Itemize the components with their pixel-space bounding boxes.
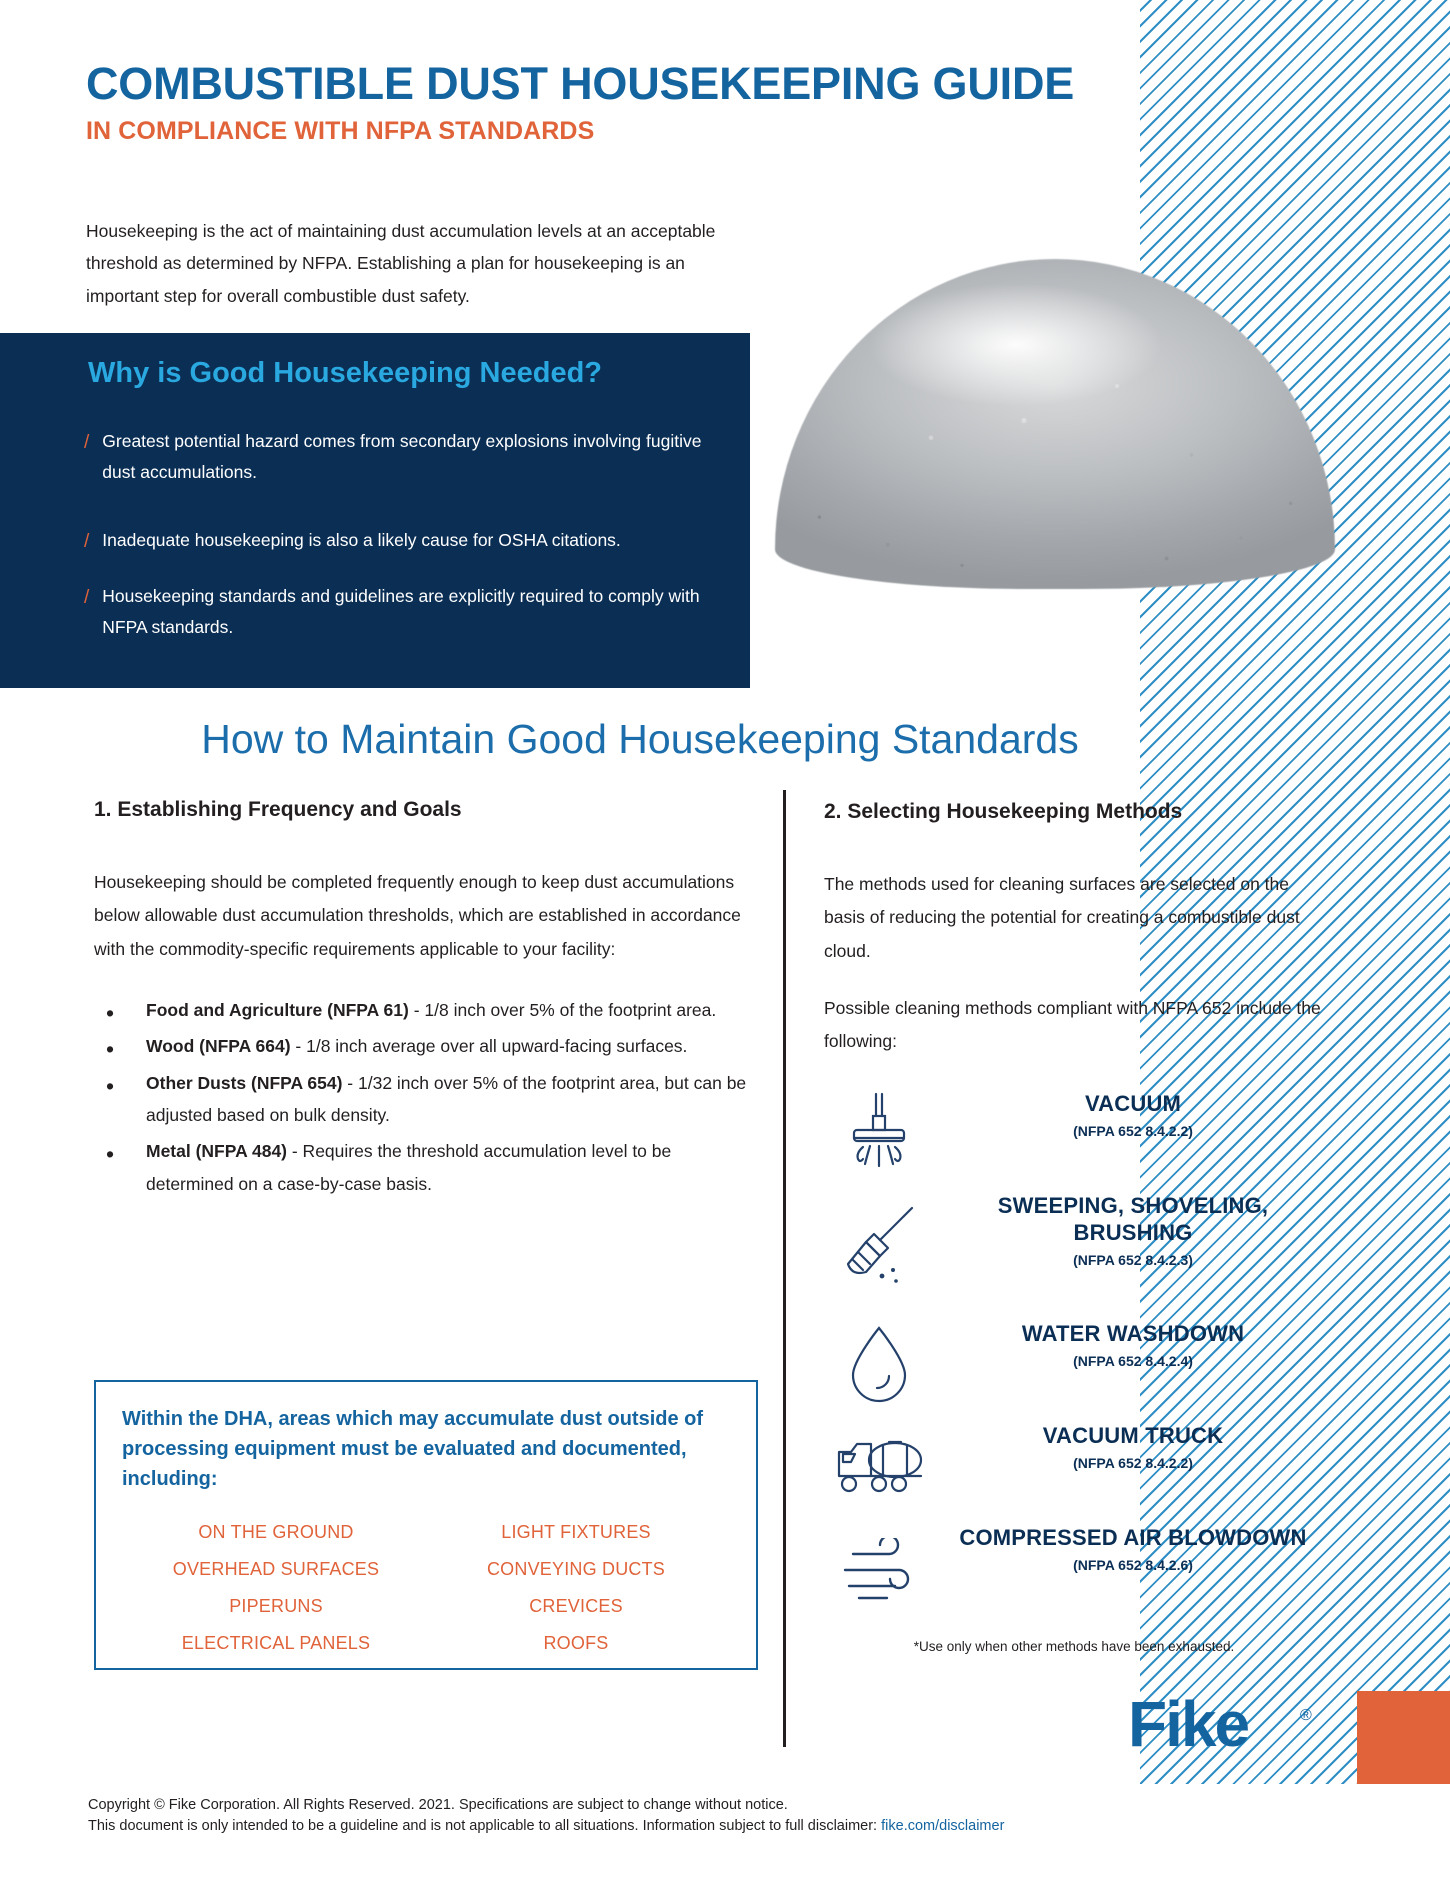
svg-text:Fike: Fike bbox=[1128, 1690, 1249, 1760]
method-code: (NFPA 652 8.4.2.6) bbox=[1073, 1556, 1193, 1573]
dha-area-item: PIPERUNS bbox=[229, 1596, 323, 1616]
method-name: VACUUM bbox=[1084, 1091, 1182, 1116]
air-blow-icon bbox=[824, 1519, 934, 1629]
commodity-threshold-list bbox=[94, 994, 754, 1200]
orange-accent-square bbox=[1357, 1691, 1450, 1784]
method-name: SWEEPING, SHOVELING, BRUSHING bbox=[997, 1193, 1269, 1245]
right-column-paragraph-2: Possible cleaning methods compliant with NFPA 652 include the following: bbox=[824, 997, 1321, 1051]
section-heading: How to Maintain Good Housekeeping Standards bbox=[201, 716, 1079, 762]
callout-list-item bbox=[84, 581, 704, 642]
method-row bbox=[824, 1085, 1324, 1181]
dha-areas-grid bbox=[126, 1522, 726, 1654]
method-name: COMPRESSED AIR BLOWDOWN bbox=[959, 1525, 1307, 1550]
commodity-standard-label: Metal (NFPA 484) bbox=[146, 1141, 287, 1162]
vacuum-head-icon bbox=[824, 1085, 934, 1181]
footer bbox=[88, 1795, 1268, 1837]
commodity-threshold-text: - Requires the threshold accumulation level to be determined on a case-by-case basis. bbox=[146, 1141, 672, 1194]
list-item bbox=[94, 1067, 754, 1132]
left-column-paragraph: Housekeeping should be completed frequently enough to keep dust accumulations below allowable dust accumulation thresholds, which are established in accordance with the commodity-specific requirements applicable to your facility: bbox=[94, 872, 741, 959]
intro-paragraph: Housekeeping is the act of maintaining dust accumulation levels at an acceptable threshold as determined by NFPA. Establishing a plan for housekeeping is an important step for overall combustible dust safety. bbox=[86, 221, 716, 306]
dha-area-item: OVERHEAD SURFACES bbox=[172, 1559, 380, 1579]
commodity-standard-label: Wood (NFPA 664) bbox=[146, 1036, 291, 1057]
dha-box-text: Within the DHA, areas which may accumulate dust outside of processing equipment must be evaluated and documented, including: bbox=[122, 1408, 704, 1490]
callout-title: Why is Good Housekeeping Needed? bbox=[88, 357, 603, 389]
callout-list-item bbox=[84, 525, 704, 558]
methods-footnote: *Use only when other methods have been exhausted. bbox=[913, 1639, 1235, 1654]
method-text bbox=[942, 1187, 1324, 1268]
method-code: (NFPA 652 8.4.2.4) bbox=[1073, 1352, 1193, 1369]
method-name: VACUUM TRUCK bbox=[1042, 1423, 1224, 1448]
slash-bullet-icon: / bbox=[84, 432, 90, 453]
dust-mound-shape bbox=[775, 259, 1335, 589]
page-title: COMBUSTIBLE DUST HOUSEKEEPING GUIDE bbox=[86, 58, 1075, 109]
method-text bbox=[942, 1417, 1324, 1471]
disclaimer-text: This document is only intended to be a guideline and is not applicable to all situations. Information subject to full disclaimer: bbox=[88, 1818, 882, 1835]
method-text bbox=[942, 1519, 1324, 1573]
commodity-threshold-text: - 1/32 inch over 5% of the footprint area, but can be adjusted based on bulk density. bbox=[146, 1072, 747, 1125]
fike-logo bbox=[1128, 1690, 1328, 1762]
method-text bbox=[942, 1085, 1324, 1139]
method-code: (NFPA 652 8.4.2.2) bbox=[1073, 1454, 1193, 1471]
method-row bbox=[824, 1519, 1324, 1629]
dha-evaluation-box bbox=[94, 1380, 758, 1670]
commodity-standard-label: Other Dusts (NFPA 654) bbox=[146, 1072, 343, 1093]
right-column bbox=[824, 800, 1324, 1082]
list-item bbox=[94, 1030, 754, 1062]
disclaimer-line bbox=[88, 1816, 1268, 1837]
cleaning-methods-list bbox=[824, 1085, 1324, 1654]
callout-list-item bbox=[84, 426, 704, 487]
dha-area-item: ROOFS bbox=[543, 1633, 609, 1653]
method-name: WATER WASHDOWN bbox=[1021, 1321, 1245, 1346]
column-divider bbox=[783, 790, 786, 1747]
dha-area-item: CREVICES bbox=[529, 1596, 623, 1616]
commodity-threshold-text: - 1/8 inch over 5% of the footprint area. bbox=[408, 999, 717, 1020]
vacuum-truck-icon bbox=[824, 1417, 934, 1513]
method-row bbox=[824, 1187, 1324, 1309]
callout-item-text: Greatest potential hazard comes from secondary explosions involving fugitive dust accumulations. bbox=[102, 431, 702, 482]
commodity-threshold-text: - 1/8 inch average over all upward-facing surfaces. bbox=[290, 1036, 688, 1057]
disclaimer-link[interactable]: fike.com/disclaimer bbox=[881, 1818, 1005, 1835]
list-item bbox=[94, 994, 754, 1026]
document-header bbox=[86, 60, 1116, 146]
list-item bbox=[94, 1135, 754, 1200]
water-droplet-icon bbox=[824, 1315, 934, 1411]
dha-area-item: ON THE GROUND bbox=[198, 1522, 354, 1542]
why-good-housekeeping-callout bbox=[0, 333, 750, 688]
method-text bbox=[942, 1315, 1324, 1369]
method-row bbox=[824, 1417, 1324, 1513]
left-column-heading: 1. Establishing Frequency and Goals bbox=[94, 798, 462, 821]
page-subtitle: IN COMPLIANCE WITH NFPA STANDARDS bbox=[86, 116, 595, 145]
broom-icon bbox=[824, 1187, 934, 1309]
svg-text:®: ® bbox=[1300, 1707, 1312, 1724]
slash-bullet-icon: / bbox=[84, 587, 90, 608]
right-column-paragraph-1: The methods used for cleaning surfaces are selected on the basis of reducing the potential for creating a combustible dust cloud. bbox=[824, 874, 1300, 961]
dha-area-item: ELECTRICAL PANELS bbox=[181, 1633, 371, 1653]
left-column bbox=[94, 798, 754, 1204]
commodity-standard-label: Food and Agriculture (NFPA 61) bbox=[146, 999, 409, 1020]
method-code: (NFPA 652 8.4.2.3) bbox=[1073, 1251, 1193, 1268]
combustible-dust-pile-photo bbox=[745, 248, 1365, 593]
dha-area-item: LIGHT FIXTURES bbox=[501, 1522, 651, 1542]
method-code: (NFPA 652 8.4.2.2) bbox=[1073, 1122, 1193, 1139]
right-column-heading: 2. Selecting Housekeeping Methods bbox=[824, 800, 1183, 823]
method-row bbox=[824, 1315, 1324, 1411]
slash-bullet-icon: / bbox=[84, 531, 90, 552]
dha-area-item: CONVEYING DUCTS bbox=[486, 1559, 666, 1579]
callout-item-text: Housekeeping standards and guidelines are explicitly required to comply with NFPA standards. bbox=[102, 586, 700, 637]
callout-item-text: Inadequate housekeeping is also a likely cause for OSHA citations. bbox=[102, 530, 621, 550]
copyright-line: Copyright © Fike Corporation. All Rights Reserved. 2021. Specifications are subject to change without notice. bbox=[88, 1797, 788, 1813]
